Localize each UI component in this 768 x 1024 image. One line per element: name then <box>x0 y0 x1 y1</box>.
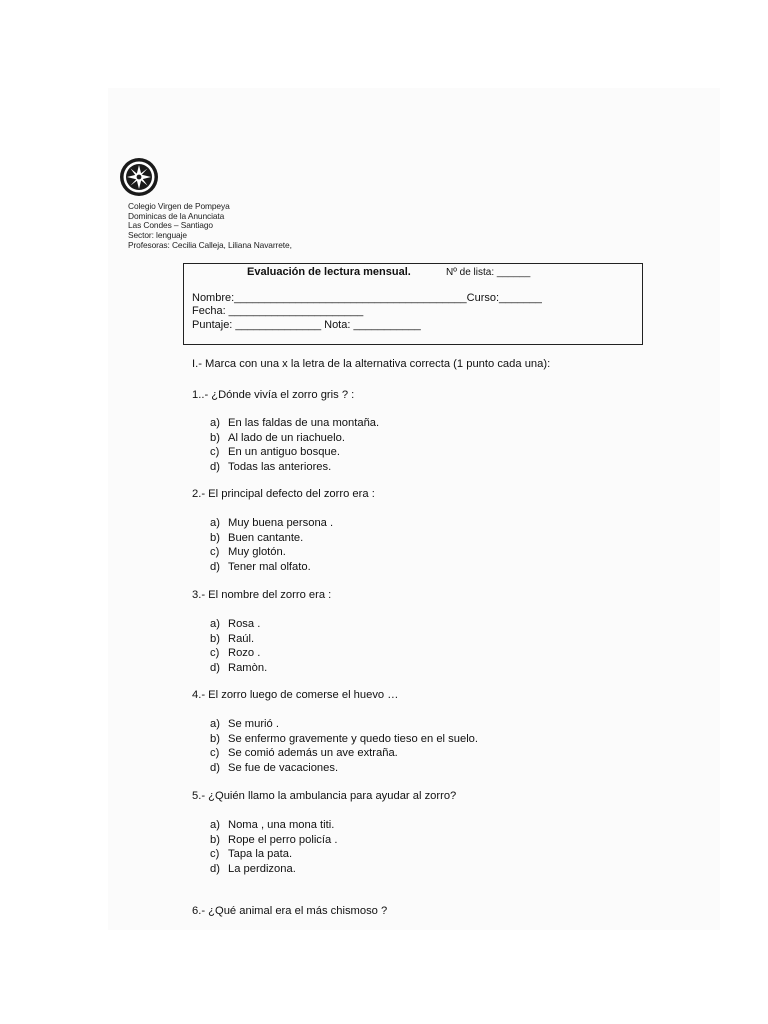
instruction-text: I.- Marca con una x la letra de la alternativa correcta (1 punto cada una): <box>192 358 551 370</box>
option: b) Se enfermo gravemente y quedo tieso en el suelo. <box>210 732 479 745</box>
date-field: Fecha: ______________________ <box>192 305 364 317</box>
option: c) Muy glotón. <box>210 546 286 559</box>
question-1: 1..- ¿Dónde vivía el zorro gris ? : <box>192 389 355 401</box>
option: a) Muy buena persona . <box>210 517 334 529</box>
score-grade-field: Puntaje: ______________ Nota: ___________ <box>192 319 421 331</box>
question-3-options <box>210 617 267 675</box>
school-logo-icon <box>119 156 159 198</box>
school-order: Dominicas de la Anunciata <box>128 210 225 221</box>
question-2: 2.- El principal defecto del zorro era : <box>192 488 375 500</box>
option: a) Rosa . <box>210 618 261 630</box>
evaluation-title: Evaluación de lectura mensual. <box>247 266 411 278</box>
option: c) Se comió además un ave extraña. <box>210 747 398 760</box>
option: c) Tapa la pata. <box>210 848 293 861</box>
question-2-options <box>210 516 333 574</box>
option: c) En un antiguo bosque. <box>210 446 340 459</box>
option: b) Rope el perro policía . <box>210 833 338 846</box>
option: a) Noma , una mona titi. <box>210 819 335 831</box>
question-4-options <box>210 717 478 775</box>
question-3: 3.- El nombre del zorro era : <box>192 589 332 601</box>
question-5-options <box>210 818 337 876</box>
question-1-options <box>210 416 379 474</box>
school-info <box>128 202 292 251</box>
school-sector: Sector: lenguaje <box>128 230 187 241</box>
student-info-box <box>183 263 643 345</box>
school-name: Colegio Virgen de Pompeya <box>128 201 230 211</box>
name-course-field: Nombre:______________________________________Curso:_______ <box>192 292 542 304</box>
option: d) Ramòn. <box>210 661 268 674</box>
option: b) Buen cantante. <box>210 531 304 544</box>
option: b) Raúl. <box>210 632 255 645</box>
option: b) Al lado de un riachuelo. <box>210 431 345 444</box>
option: c) Rozo . <box>210 647 261 660</box>
question-4: 4.- El zorro luego de comerse el huevo … <box>192 689 399 701</box>
question-5: 5.- ¿Quién llamo la ambulancia para ayudar al zorro? <box>192 790 457 802</box>
option: a) Se murió . <box>210 718 279 730</box>
option: d) Todas las anteriores. <box>210 460 332 473</box>
option: a) En las faldas de una montaña. <box>210 417 380 429</box>
option: d) Tener mal olfato. <box>210 560 311 573</box>
list-number-field: Nº de lista: ______ <box>446 267 531 278</box>
option: d) Se fue de vacaciones. <box>210 761 339 774</box>
school-location: Las Condes – Santiago <box>128 220 213 231</box>
option: d) La perdizona. <box>210 862 296 875</box>
school-teachers: Profesoras: Cecilia Calleja, Liliana Navarrete, <box>128 239 292 250</box>
question-6: 6.- ¿Qué animal era el más chismoso ? <box>192 905 388 917</box>
